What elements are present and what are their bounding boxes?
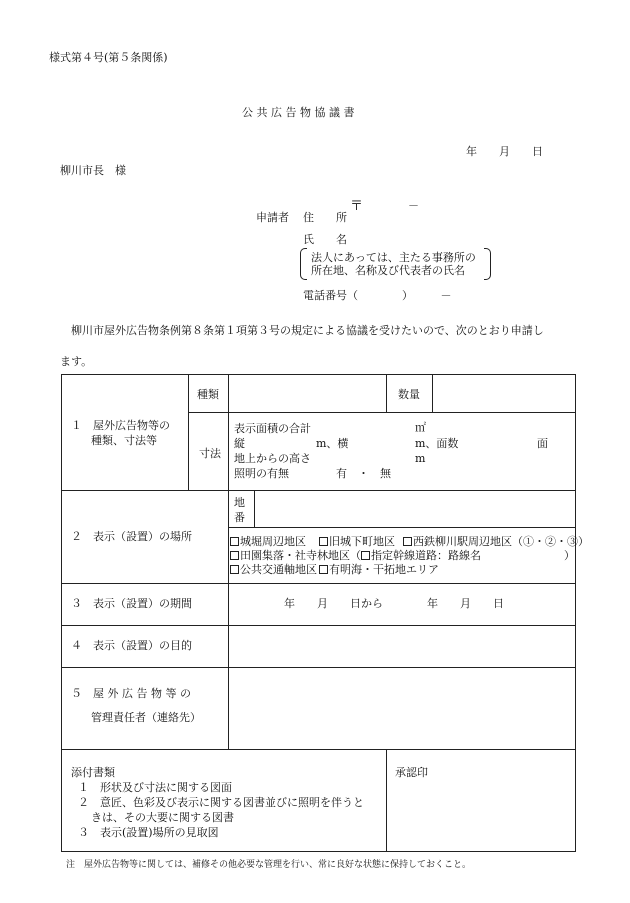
row2-label: ２ 表示（設置）の場所 [71,530,192,543]
size-label: 寸法 [199,447,221,460]
name-label: 氏 名 [303,233,347,246]
postal-mark: 〒 [350,199,364,214]
approval-seal-label: 承認印 [395,766,428,779]
phone-label: 電話番号（ ） － [303,289,452,302]
lighting-choice: 有 ・ 無 [336,467,391,480]
row3-label: ３ 表示（設置）の期間 [71,597,192,610]
applicant-label: 申請者 [256,211,289,224]
attach-title: 添付書類 [71,766,115,779]
bracket-left [300,248,307,280]
area-station[interactable]: 西鉄柳川駅周辺地区（①・②・③） [403,534,589,549]
address-label: 住 所 [303,211,347,224]
size-faces-unit: 面 [537,437,548,450]
unit-meter: m [415,452,426,465]
area-public-transit[interactable]: 公共交通軸地区 [230,562,317,577]
attach-item-2a: ２ 意匠、色彩及び表示に関する図書並びに照明を伴うと [78,796,364,809]
addressee: 柳川市長 様 [60,164,126,177]
document-title: 公 共 広 告 物 協 議 書 [242,106,355,119]
corp-note-line1: 法人にあっては、主たる事務所の [311,251,476,264]
lot-label-2: 番 [234,511,245,524]
lighting-label: 照明の有無 [234,467,289,480]
checkbox-icon [319,537,328,546]
corp-note-line2: 所在地、名称及び代表者の氏名 [311,264,465,277]
checkbox-icon [319,565,328,574]
area-rural-close: ） [564,549,575,562]
intro-line2: ます。 [60,355,93,368]
row5-label-line1: ５ 屋 外 広 告 物 等 の [71,687,191,700]
footnote: 注 屋外広告物等に関しては、補修その他必要な管理を行い、常に良好な状態に保持しておくこと。 [66,860,472,870]
attach-item-3: ３ 表示(設置)場所の見取図 [78,826,219,839]
size-height-label: 縦 [234,437,245,450]
size-width-label: m、横 [316,437,349,450]
unit-square-meter: ㎡ [415,421,426,434]
type-label: 種類 [197,388,219,401]
area-castle-moat[interactable]: 城堀周辺地区 [230,534,306,549]
period-value: 年 月 日から 年 月 日 [284,597,504,610]
checkbox-icon [230,551,239,560]
row1-label-line1: １ 屋外広告物等の [71,419,170,432]
area-old-castle-town[interactable]: 旧城下町地区 [319,534,395,549]
size-ground-height: 地上からの高さ [234,452,311,465]
checkbox-icon [403,537,412,546]
form-number: 様式第４号(第５条関係) [49,51,168,64]
area-ariake-sea[interactable]: 有明海・干拓地エリア [319,562,439,577]
row1-label-line2: 種類、寸法等 [91,434,157,447]
quantity-label: 数量 [398,388,420,401]
area-rural[interactable]: 田園集落・社寺林地区（ 指定幹線道路：路線名 [230,548,481,563]
checkbox-icon [361,551,370,560]
checkbox-icon [230,565,239,574]
row4-label: ４ 表示（設置）の目的 [71,639,192,652]
attach-item-2b: きは、その大要に関する図書 [91,811,234,824]
bracket-right [484,248,491,280]
attach-item-1: １ 形状及び寸法に関する図面 [78,781,232,794]
size-total-area: 表示面積の合計 [234,422,311,435]
postal-dash: － [408,199,419,212]
size-faces-label: m、面数 [415,437,459,450]
intro-line1: 柳川市屋外広告物条例第８条第１項第３号の規定による協議を受けたいので、次のとおり申請し [71,324,544,337]
checkbox-icon [230,537,239,546]
date-field: 年 月 日 [466,145,543,158]
lot-label-1: 地 [234,496,245,509]
row5-label-line2: 管理責任者（連絡先） [91,711,201,724]
